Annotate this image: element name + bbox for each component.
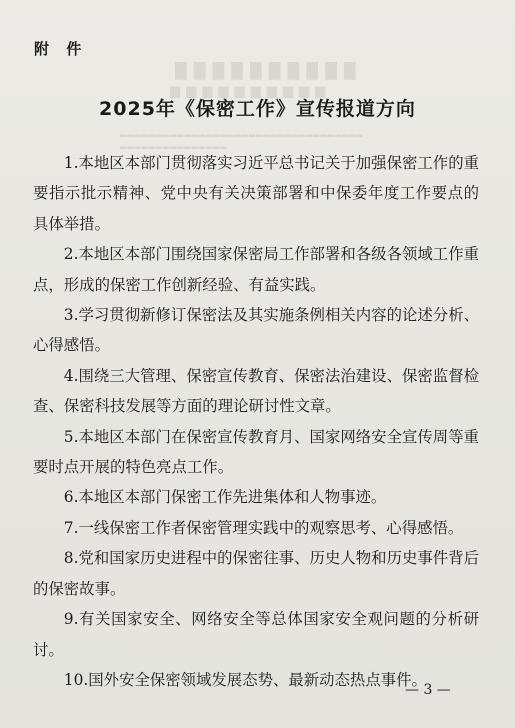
item-text: 有关国家安全、网络安全等总体国家安全观问题的分析研讨。 (33, 610, 479, 659)
item-text: 本地区本部门贯彻落实习近平总书记关于加强保密工作的重要指示批示精神、党中央有关决策部署和中保委年度工作要点的具体举措。 (33, 154, 479, 233)
item-text: 本地区本部门在保密宣传教育月、国家网络安全宣传周等重要时点开展的特色亮点工作。 (33, 427, 479, 477)
show-through-text: █ █ █ █ █ █ █ █ █ █ (175, 62, 357, 80)
list-item (33, 422, 479, 483)
item-text: 本地区本部门围绕国家保密局工作部署和各级各领域工作重点，形成的保密工作创新经验、有益实践。 (33, 245, 479, 294)
item-list (33, 148, 479, 695)
show-through-text: ▂▂▂▂▂▂▂▂▂▂▂▂▂▂▂ (120, 140, 228, 149)
list-item (33, 148, 479, 239)
page-title: 2025年《保密工作》宣传报道方向 (99, 98, 416, 120)
list-item (33, 300, 479, 361)
item-number: 7. (63, 518, 79, 537)
item-number: 4. (63, 366, 79, 385)
list-item (33, 543, 479, 604)
item-number: 10. (63, 670, 89, 689)
item-number: 1. (63, 154, 79, 172)
attachment-label: 附 件 (34, 40, 88, 58)
show-through-text: ▂▂▂▂▂▂▂▂▂▂▂▂▂▂▂▂▂▂▂▂▂▂▂▂▂▂▂▂▂▂▂▂▂▂ (120, 128, 364, 137)
item-text: 学习贯彻新修订保密法及其实施条例相关内容的论述分析、心得感悟。 (33, 306, 479, 355)
item-text: 一线保密工作者保密管理实践中的观察思考、心得感悟。 (78, 518, 464, 537)
item-text: 党和国家历史进程中的保密往事、历史人物和历史事件背后的保密故事。 (33, 549, 479, 598)
list-item (33, 482, 479, 512)
list-item (33, 361, 479, 422)
list-item (33, 513, 479, 543)
item-text: 国外安全保密领域发展态势、最新动态热点事件。 (88, 670, 427, 689)
item-number: 2. (63, 245, 79, 264)
item-number: 8. (63, 549, 79, 568)
show-through-text: ▆ ▆ ▆ ▆ ▆ ▆ ▆ ▆ ▆ ▆ (170, 84, 327, 99)
item-number: 5. (63, 427, 79, 446)
page-number: — 3 — (405, 682, 451, 698)
item-number: 3. (63, 306, 79, 325)
list-item (33, 239, 479, 300)
list-item (33, 604, 479, 665)
item-number: 9. (63, 610, 79, 629)
item-text: 围绕三大管理、保密宣传教育、保密法治建设、保密监督检查、保密科技发展等方面的理论研讨性文章。 (33, 366, 479, 416)
item-text: 本地区本部门保密工作先进集体和人物事迹。 (78, 488, 387, 507)
item-number: 6. (63, 488, 79, 507)
